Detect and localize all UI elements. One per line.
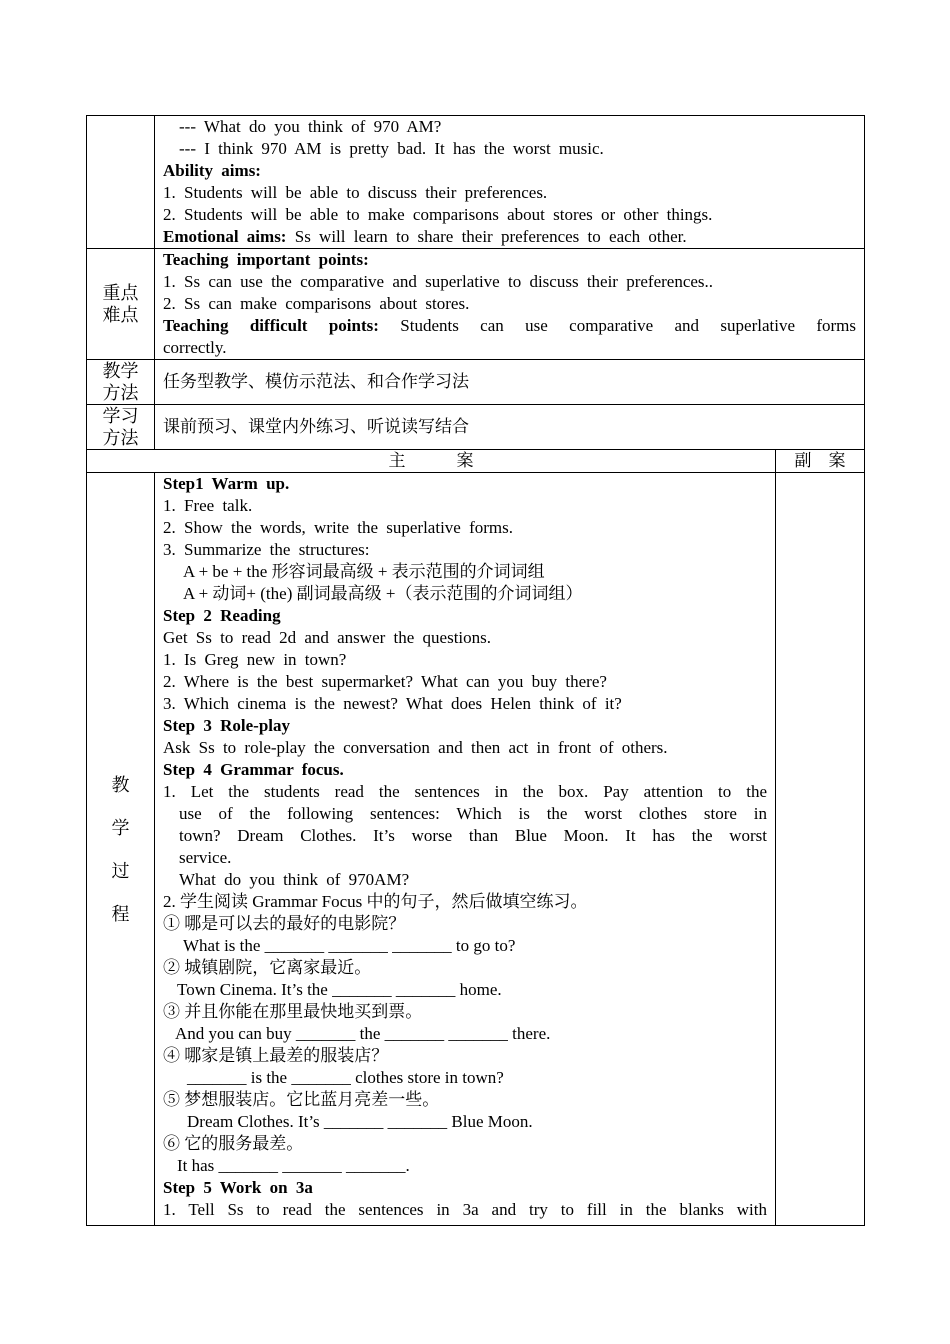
teaching-method-label <box>87 360 155 405</box>
exercise-4-en: _______ is the _______ clothes store in town? <box>187 1068 504 1087</box>
side-plan-header: 副 案 <box>776 450 865 473</box>
step4-title: Step 4 Grammar focus. <box>163 760 344 779</box>
step2-title: Step 2 Reading <box>163 606 281 625</box>
exercise-2-en: Town Cinema. It’s the _______ _______ home. <box>177 980 502 999</box>
label-char: 教 <box>111 774 130 795</box>
objectives-content <box>155 116 865 249</box>
learning-method-row <box>87 405 865 450</box>
ability-aim-1: 1. Students will be able to discuss their preferences. <box>163 183 548 202</box>
key-points-content <box>155 249 865 360</box>
exercise-5-zh: ⑤ 梦想服装店。它比蓝月亮差一些。 <box>163 1090 440 1109</box>
label-line: 方法 <box>102 428 139 448</box>
ability-aim-2: 2. Students will be able to make comparisons about stores or other things. <box>163 205 713 224</box>
lesson-plan-page <box>86 115 864 1226</box>
label-line: 难点 <box>102 305 139 325</box>
objectives-label-cell <box>87 116 155 249</box>
step2-intro: Get Ss to read 2d and answer the questions. <box>163 628 492 647</box>
exercise-3-zh: ③ 并且你能在那里最快地买到票。 <box>163 1002 423 1021</box>
important-point-1: 1. Ss can use the comparative and superlative to discuss their preferences.. <box>163 272 714 291</box>
teaching-method-text: 任务型教学、模仿示范法、和合作学习法 <box>155 360 865 405</box>
exercise-6-zh: ⑥ 它的服务最差。 <box>163 1134 304 1153</box>
learning-method-text: 课前预习、课堂内外练习、听说读写结合 <box>155 405 865 450</box>
difficult-points-line2: correctly. <box>163 338 227 357</box>
teaching-method-row <box>87 360 865 405</box>
process-row <box>87 473 865 1226</box>
structure-1: A + be + the 形容词最高级 + 表示范围的介词词组 <box>183 562 545 581</box>
step2-q3: 3. Which cinema is the newest? What does Helen think of it? <box>163 694 622 713</box>
step1-item-3: 3. Summarize the structures: <box>163 540 370 559</box>
dialog-question: --- What do you think of 970 AM? <box>179 117 442 136</box>
emotional-aims: Emotional aims: Ss will learn to share their preferences to each other. <box>163 227 687 246</box>
label-line: 重点 <box>102 283 139 303</box>
ability-aims-heading: Ability aims: <box>163 161 261 180</box>
structure-2: A + 动词+ (the) 副词最高级 +（表示范围的介词词组） <box>183 584 583 603</box>
label-line: 教学 <box>102 361 139 381</box>
step3-text: Ask Ss to role-play the conversation and then act in front of others. <box>163 738 668 757</box>
exercise-4-zh: ④ 哪家是镇上最差的服装店？ <box>163 1046 389 1065</box>
label-line: 学习 <box>102 406 139 426</box>
label-char: 过 <box>111 860 130 881</box>
exercise-2-zh: ② 城镇剧院，它离家最近。 <box>163 958 372 977</box>
exercise-1-zh: ① 哪是可以去的最好的电影院？ <box>163 914 406 933</box>
main-plan-content <box>155 473 776 1226</box>
step2-q2: 2. Where is the best supermarket? What can you buy there? <box>163 672 607 691</box>
exercise-1-en: What is the _______ _______ _______ to go to? <box>183 936 516 955</box>
important-points-heading: Teaching important points: <box>163 250 369 269</box>
step5-item1: 1. Tell Ss to read the sentences in 3a and try to fill in the blanks with <box>163 1200 767 1219</box>
step3-title: Step 3 Role-play <box>163 716 290 735</box>
plan-header-row <box>87 450 865 473</box>
step4-item1-line1: 1. Let the students read the sentences in the box. Pay attention to the <box>163 782 767 801</box>
process-label <box>87 473 155 1226</box>
step2-q1: 1. Is Greg new in town? <box>163 650 347 669</box>
main-plan-header: 主 案 <box>87 450 776 473</box>
lesson-plan-table <box>86 115 865 1226</box>
step1-item-2: 2. Show the words, write the superlative forms. <box>163 518 513 537</box>
label-char: 程 <box>111 903 130 924</box>
label-char: 学 <box>111 817 130 838</box>
step4-item1-line5: What do you think of 970AM? <box>179 870 410 889</box>
exercise-5-en: Dream Clothes. It’s _______ _______ Blue Moon. <box>187 1112 533 1131</box>
key-points-label <box>87 249 155 360</box>
step4-item1-line2: use of the following sentences: Which is the worst clothes store in <box>179 804 767 823</box>
step1-title: Step1 Warm up. <box>163 474 290 493</box>
dialog-answer: --- I think 970 AM is pretty bad. It has the worst music. <box>179 139 604 158</box>
step4-item1-wrap <box>163 803 767 891</box>
objectives-row <box>87 116 865 249</box>
important-point-2: 2. Ss can make comparisons about stores. <box>163 294 470 313</box>
exercise-3-en: And you can buy _______ the _______ _______ there. <box>175 1024 551 1043</box>
key-points-row <box>87 249 865 360</box>
difficult-points-line1: Teaching difficult points: Students can use comparative and superlative forms <box>163 316 857 335</box>
step4-item1-line4: service. <box>179 848 232 867</box>
side-plan-content <box>776 473 865 1226</box>
label-line: 方法 <box>102 383 139 403</box>
step4-item2: 2. 学生阅读 Grammar Focus 中的句子，然后做填空练习。 <box>163 892 588 911</box>
learning-method-label <box>87 405 155 450</box>
step4-item1-line3: town? Dream Clothes. It’s worse than Blue Moon. It has the worst <box>179 826 767 845</box>
step5-title: Step 5 Work on 3a <box>163 1178 313 1197</box>
step1-item-1: 1. Free talk. <box>163 496 253 515</box>
exercise-6-en: It has _______ _______ _______. <box>177 1156 410 1175</box>
